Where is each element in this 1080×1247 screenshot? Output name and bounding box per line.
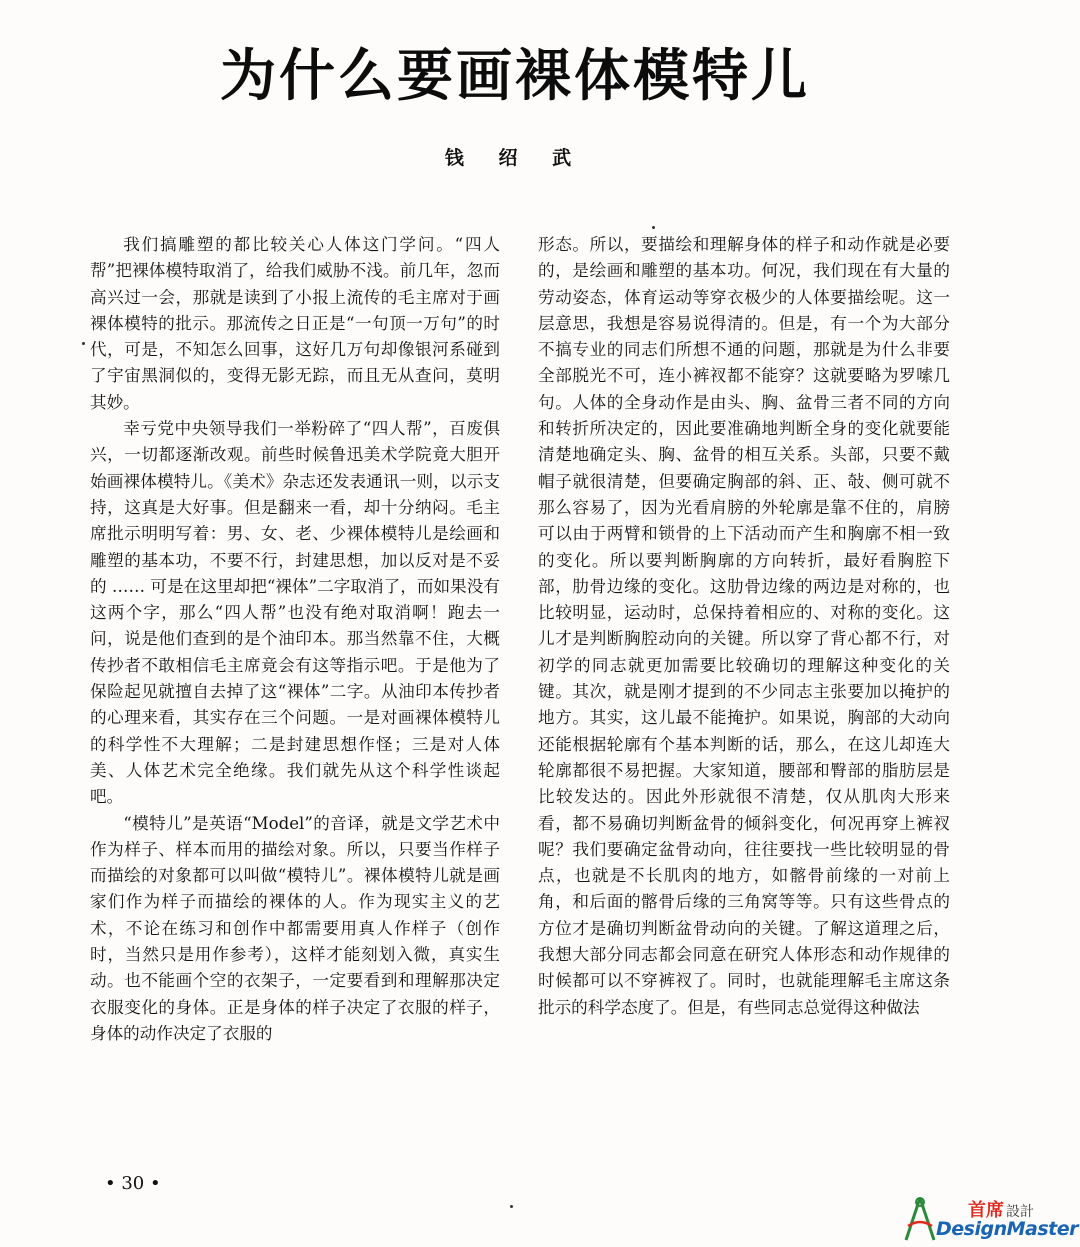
article-title: 为什么要画裸体模特儿	[220, 44, 810, 109]
compass-logo-icon	[902, 1196, 938, 1242]
left-column	[90, 232, 500, 1047]
paragraph: 幸亏党中央领导我们一举粉碎了“四人帮”，百废俱兴，一切都逐渐改观。前些时候鲁迅美术学院竟大胆开始画裸体模特儿。《美术》杂志还发表通讯一则，以示支持，这真是大好事。但是翻来一看，却十分纳闷。毛主席批示明明写着：男、女、老、少裸体模特儿是绘画和雕塑的基本功，不要不行，封建思想，加以反对是不妥的 …… 可是在这里却把“裸体”二字取消了，而如果没有这两个字，那么“四人帮”也没有绝对取消啊！跑去一问，说是他们查到的是个油印本。那当然靠不住，大概传抄者不敢相信毛主席竟会有这等指示吧。于是他为了保险起见就擅自去掉了这“裸体”二字。从油印本传抄者的心理来看，其实存在三个问题。一是对画裸体模特儿的科学性不大理解；二是封建思想作怪；三是对人体美、人体艺术完全绝缘。我们就先从这个科学性谈起吧。	[90, 419, 500, 807]
logo-cn-suffix: 設計	[1006, 1204, 1034, 1220]
paragraph: “模特儿”是英语“Model”的音译，就是文学艺术中作为样子、样本而用的描绘对象。所以，只要当作样子而描绘的对象都可以叫做“模特儿”。裸体模特儿就是画家们作为样子而描绘的裸体的人。作为现实主义的艺术，不论在练习和创作中都需要用真人作样子（创作时，当然只是用作参考），这样才能刻划入微，真实生动。也不能画个空的衣架子，一定要看到和理解那决定衣服变化的身体。正是身体的样子决定了衣服的样子，身体的动作决定了衣服的	[90, 813, 500, 1043]
scan-speck	[82, 342, 85, 345]
designmaster-logo	[902, 1196, 1078, 1244]
article-author: 钱 绍 武	[444, 147, 586, 169]
logo-cn-main: 首席	[968, 1200, 1004, 1221]
paragraph: 我们搞雕塑的都比较关心人体这门学问。“四人帮”把裸体模特取消了，给我们威胁不浅。前几年，忽而高兴过一会，那就是读到了小报上流传的毛主席对于画裸体模特的批示。那流传之日正是“一句顶一万句”的时代，可是，不知怎么回事，这好几万句却像银河系碰到了宇宙黑洞似的，变得无影无踪，而且无从查问，莫明其妙。	[90, 235, 500, 412]
right-column	[538, 232, 950, 1021]
paragraph: 形态。所以，要描绘和理解身体的样子和动作就是必要的，是绘画和雕塑的基本功。何况，我们现在有大量的劳动姿态，体育运动等穿衣极少的人体要描绘呢。这一层意思，我想是容易说得清的。但是，有一个为大部分不搞专业的同志们所想不通的问题，那就是为什么非要全部脱光不可，连小裤衩都不能穿？这就要略为罗嗦几句。人体的全身动作是由头、胸、盆骨三者不同的方向和转折所决定的，因此要准确地判断全身的变化就要能清楚地确定头、胸、盆骨的相互关系。头部，只要不戴帽子就很清楚，但要确定胸部的斜、正、敧、侧可就不那么容易了，因为光看肩膀的外轮廓是靠不住的，肩膀可以由于两臂和锁骨的上下活动而产生和胸廓不相一致的变化。所以要判断胸廓的方向转折，最好看胸腔下部，肋骨边缘的变化。这肋骨边缘的两边是对称的，也比较明显，运动时，总保持着相应的、对称的变化。这儿才是判断胸腔动向的关键。所以穿了背心都不行，对初学的同志就更加需要比较确切的理解这种变化的关键。其次，就是刚才提到的不少同志主张要加以掩护的地方。其实，这儿最不能掩护。如果说，胸部的大动向还能根据轮廓有个基本判断的话，那么，在这儿却连大轮廓都很不易把握。大家知道，腰部和臀部的脂肪层是比较发达的。因此外形就很不清楚，仅从肌肉大形来看，都不易确切判断盆骨的倾斜变化，何况再穿上裤衩呢？我们要确定盆骨动向，往往要找一些比较明显的骨点，也就是不长肌肉的地方，如髂骨前缘的一对前上角，和后面的髂骨后缘的三角窝等等。只有这些骨点的方位才是确切判断盆骨动向的关键。了解这道理之后，我想大部分同志都会同意在研究人体形态和动作规律的时候都可以不穿裤衩了。同时，也就能理解毛主席这条批示的科学态度了。但是，有些同志总觉得这种做法	[538, 235, 950, 1017]
scan-speck	[510, 1205, 513, 1208]
scan-speck	[652, 226, 655, 229]
page-number: • 30 •	[105, 1173, 161, 1194]
logo-english-text: DesignMaster	[936, 1218, 1078, 1240]
